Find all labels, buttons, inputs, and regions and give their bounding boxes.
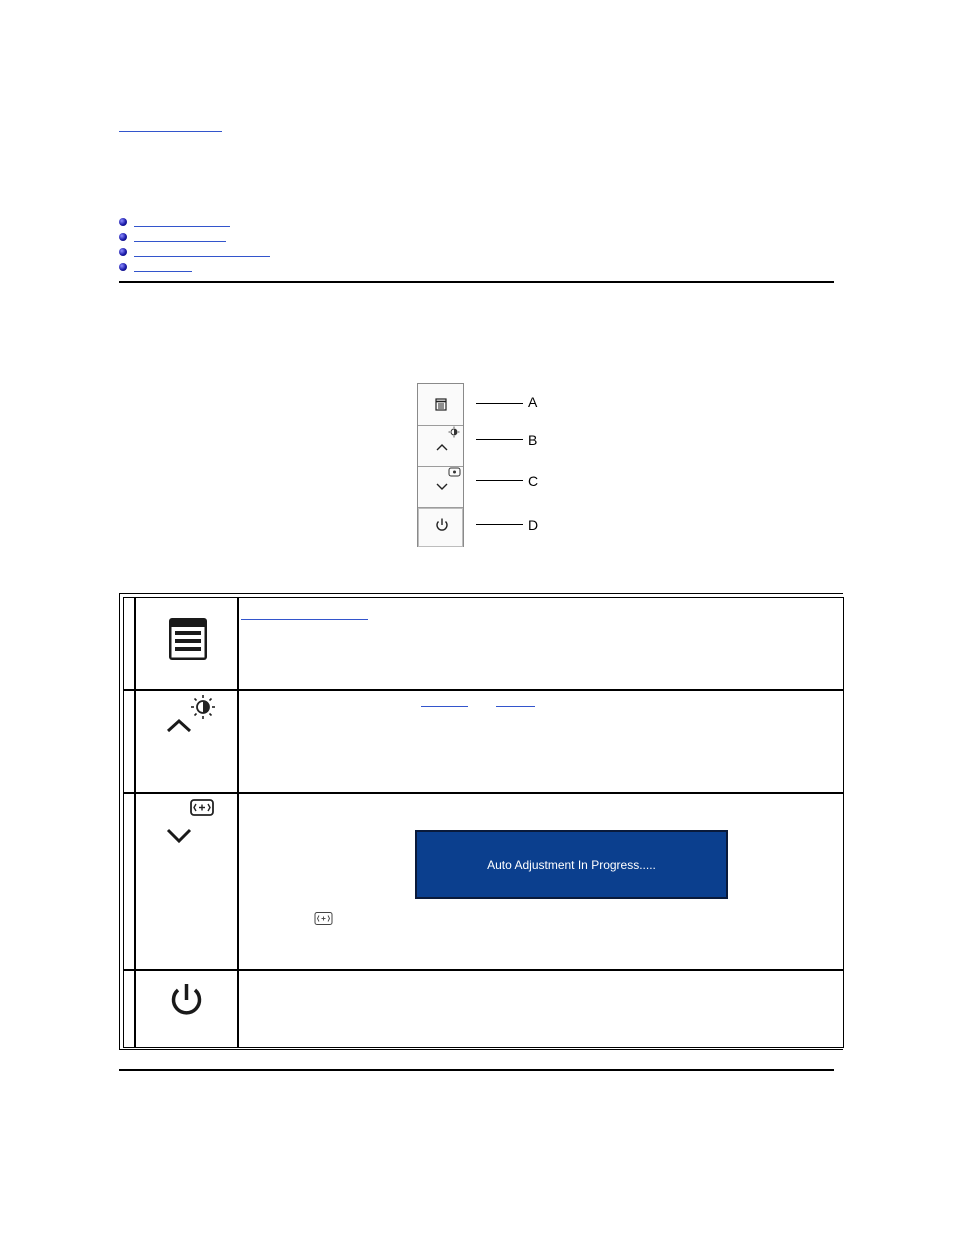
menu-link[interactable]: [241, 607, 368, 620]
bottom-divider: [119, 1069, 834, 1071]
toc-link-4[interactable]: [134, 258, 192, 272]
leader-line-a: [476, 403, 523, 404]
leader-line-b: [476, 439, 523, 440]
table-icon-cell: [135, 690, 238, 793]
bullet-icon: [119, 233, 127, 241]
chevron-up-icon: [418, 426, 463, 467]
panel-button-menu: [418, 384, 463, 426]
panel-button-power: [418, 508, 463, 547]
table-row-label-cell: [123, 970, 135, 1048]
label-a: A: [528, 394, 538, 410]
auto-adjust-icon: [191, 800, 213, 815]
chevron-down-icon: [418, 467, 463, 508]
button-panel: [417, 383, 464, 547]
power-icon: [136, 971, 237, 1047]
table-row-label-cell: [123, 793, 135, 970]
toc-link-3[interactable]: [134, 243, 270, 257]
bullet-icon: [119, 248, 127, 256]
leader-line-d: [476, 524, 523, 525]
power-icon: [418, 508, 463, 547]
contrast-link[interactable]: [496, 694, 535, 707]
auto-adjust-osd: [415, 830, 728, 899]
label-c: C: [528, 473, 539, 489]
table-row-label-cell: [123, 690, 135, 793]
top-divider: [119, 281, 834, 283]
table-desc-cell: [238, 690, 844, 793]
table-icon-cell: [135, 793, 238, 970]
toc-link-2[interactable]: [134, 228, 226, 242]
menu-icon: [136, 598, 237, 689]
table-desc-cell: [238, 970, 844, 1048]
chevron-down-icon: [136, 794, 237, 895]
toc-link-1[interactable]: [134, 213, 230, 227]
table-icon-cell: [135, 970, 238, 1048]
brightness-icon: [191, 695, 215, 719]
button-table: [119, 593, 843, 1050]
table-row-label-cell: [123, 597, 135, 690]
label-d: D: [528, 517, 539, 533]
label-b: B: [528, 432, 538, 448]
leader-line-c: [476, 480, 523, 481]
panel-button-up: [418, 426, 463, 467]
top-link[interactable]: [119, 118, 222, 132]
bullet-icon: [119, 218, 127, 226]
brightness-link[interactable]: [421, 694, 468, 707]
table-icon-cell: [135, 597, 238, 690]
panel-button-down: [418, 467, 463, 508]
auto-adjust-icon: [314, 911, 334, 927]
osd-message: Auto Adjustment In Progress.....: [487, 857, 656, 872]
menu-icon: [418, 384, 463, 426]
chevron-up-icon: [136, 691, 237, 792]
bullet-icon: [119, 263, 127, 271]
